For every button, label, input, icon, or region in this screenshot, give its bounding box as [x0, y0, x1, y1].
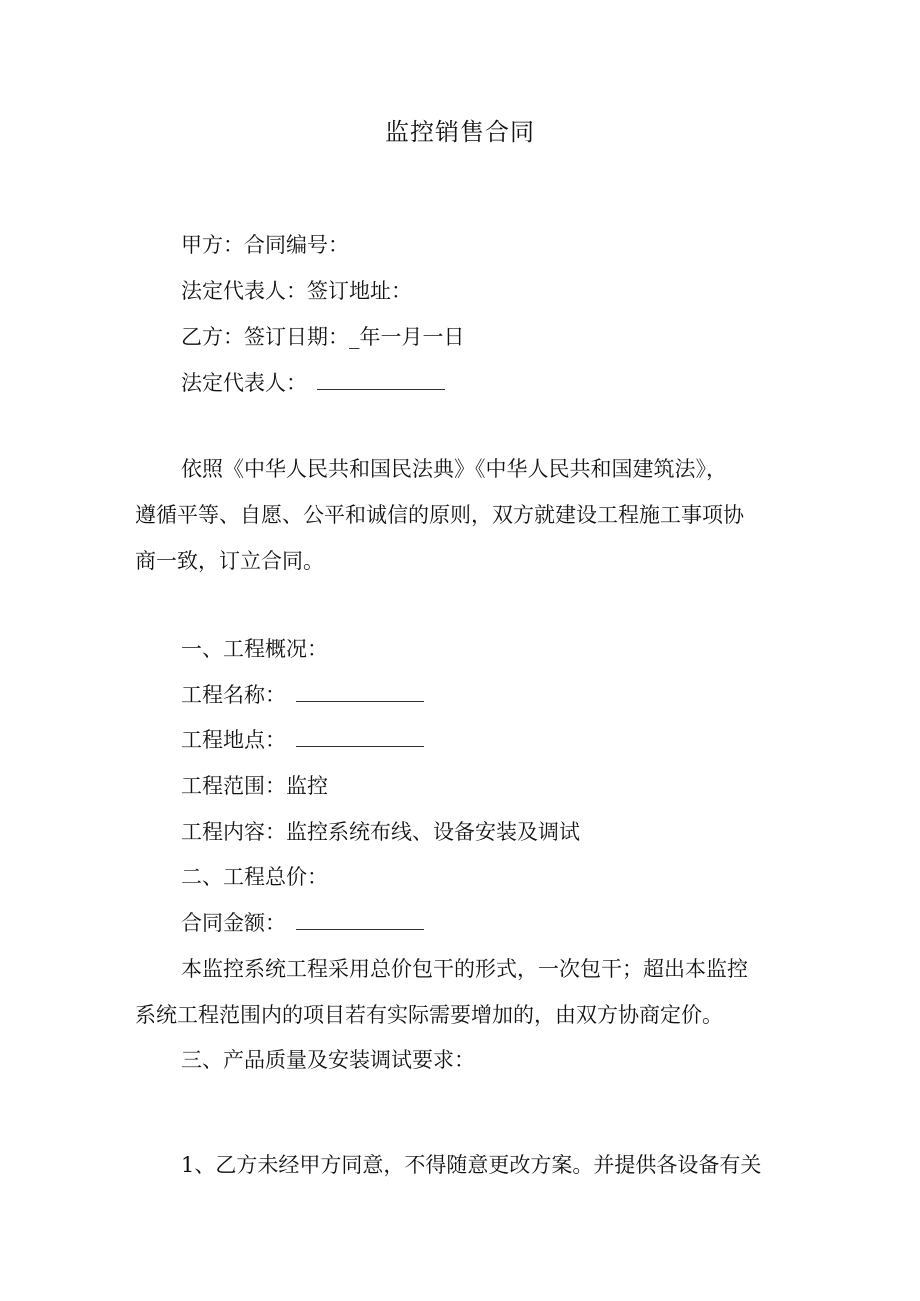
project-location-label: 工程地点：	[181, 728, 286, 752]
section-2-heading-text: 二、工程总价：	[181, 865, 328, 889]
preamble-line-2	[135, 500, 744, 530]
preamble-text-3: 商一致，订立合同。	[135, 549, 324, 573]
project-name-label: 工程名称：	[181, 683, 286, 707]
preamble-line-3	[135, 546, 324, 576]
section-3-heading-text: 三、产品质量及安装调试要求：	[181, 1048, 475, 1072]
party-b-line	[181, 322, 465, 352]
section-3-heading	[181, 1045, 475, 1075]
contract-amount-blank	[296, 911, 424, 930]
legal-rep-b-line	[181, 368, 445, 398]
project-name-blank	[296, 683, 424, 702]
section-3-item-1-text: 1、乙方未经甲方同意，不得随意更改方案。并提供各设备有关	[181, 1153, 762, 1177]
project-scope-line	[181, 771, 328, 801]
preamble-line-1	[181, 454, 727, 484]
document-title: 监控销售合同	[385, 118, 535, 146]
project-location-line	[181, 725, 424, 755]
project-name-line	[181, 680, 424, 710]
legal-rep-a-line	[181, 276, 412, 306]
project-content-line	[181, 817, 580, 847]
pricing-para-line-2	[135, 1000, 723, 1030]
legal-rep-b-blank	[317, 371, 445, 390]
preamble-text-1: 依照《中华人民共和国民法典》《中华人民共和国建筑法》，	[181, 457, 727, 481]
party-a-line	[181, 230, 349, 260]
project-location-blank	[296, 728, 424, 747]
party-a-text: 甲方：合同编号：	[181, 233, 349, 257]
contract-amount-line	[181, 908, 424, 938]
project-content-text: 工程内容：监控系统布线、设备安装及调试	[181, 820, 580, 844]
section-1-heading-text: 一、工程概况：	[181, 637, 328, 661]
pricing-para-text-1: 本监控系统工程采用总价包干的形式，一次包干；超出本监控	[181, 957, 748, 981]
contract-amount-label: 合同金额：	[181, 911, 286, 935]
pricing-para-text-2: 系统工程范围内的项目若有实际需要增加的，由双方协商定价。	[135, 1003, 723, 1027]
pricing-para-line-1	[181, 954, 748, 984]
section-1-heading	[181, 634, 328, 664]
preamble-text-2: 遵循平等、自愿、公平和诚信的原则，双方就建设工程施工事项协	[135, 503, 744, 527]
legal-rep-b-text: 法定代表人：	[181, 371, 307, 395]
section-3-item-1-line-1	[181, 1150, 761, 1180]
legal-rep-a-text: 法定代表人：签订地址：	[181, 279, 412, 303]
party-b-text: 乙方：签订日期：_年一月一日	[181, 325, 465, 349]
project-scope-text: 工程范围：监控	[181, 774, 328, 798]
section-2-heading	[181, 862, 328, 892]
